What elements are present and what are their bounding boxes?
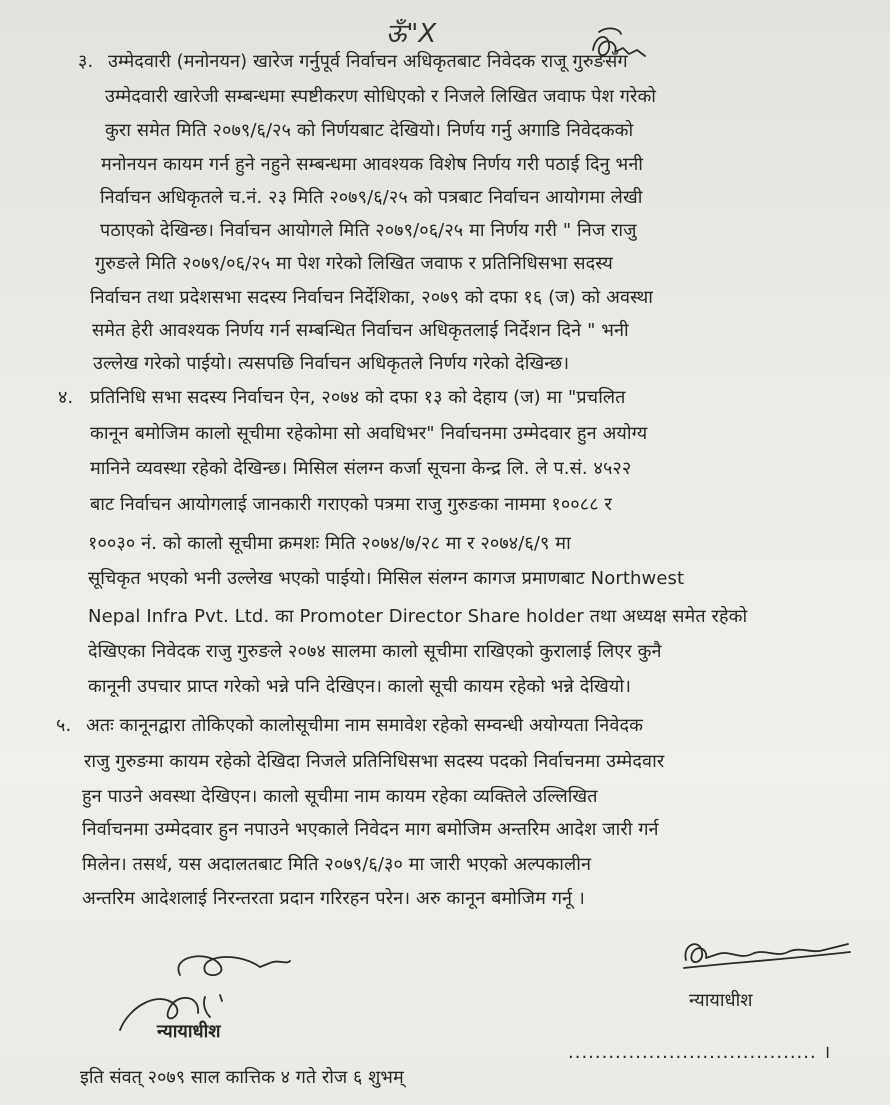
section-3-line-5: निर्वाचन अधिकृतले च.नं. २३ मिति २०७९/६/२५ को पत्रबाट निर्वाचन आयोगमा लेखी — [100, 187, 643, 208]
section-3-line-2: उम्मेदवारी खारेजी सम्बन्धमा स्पष्टीकरण सोधिएको र निजले लिखित जवाफ पेश गरेको — [105, 86, 657, 107]
right-judge-caption: न्यायाधीश — [689, 990, 753, 1011]
section-4-line-5: १००३० नं. को कालो सूचीमा क्रमशः मिति २०७४/७/२८ मा र २०७४/६/९ मा — [88, 533, 571, 554]
section-3-line-4: मनोनयन कायम गर्न हुने नहुने सम्बन्धमा आवश्यक विशेष निर्णय गरी पठाई दिनु भनी — [101, 154, 644, 175]
section-5-line-3: हुन पाउने अवस्था देखिएन। कालो सूचीमा नाम कायम रहेका व्यक्तिले उल्लिखित — [82, 786, 598, 807]
section-3-line-10: उल्लेख गरेको पाईयो। त्यसपछि निर्वाचन अधिकृतले निर्णय गरेको देखिन्छ। — [93, 353, 570, 374]
section-4-line-2: कानून बमोजिम कालो सूचीमा रहेकोमा सो अवधिभर" निर्वाचनमा उम्मेदवार हुन अयोग्य — [90, 423, 648, 444]
top-initials: ऊँ"X — [386, 19, 437, 49]
section-3-line-6: पठाएको देखिन्छ। निर्वाचन आयोगले मिति २०७९/०६/२५ मा निर्णय गरी " निज राजु — [100, 220, 637, 241]
section-5-line-4: निर्वाचनमा उम्मेदवार हुन नपाउने भएकाले निवेदन माग बमोजिम अन्तरिम आदेश जारी गर्न — [82, 819, 659, 840]
section-5-line-5: मिलेन। तसर्थ, यस अदालतबाट मिति २०७९/६/३० मा जारी भएको अल्पकालीन — [82, 854, 592, 875]
section-4-line-1: प्रतिनिधि सभा सदस्य निर्वाचन ऐन, २०७४ को दफा १३ को देहाय (ज) मा "प्रचलित — [90, 387, 626, 408]
right-signature — [678, 930, 858, 980]
section-5-line-1: अतः कानूनद्वारा तोकिएको कालोसूचीमा नाम समावेश रहेको सम्वन्धी अयोग्यता निवेदक — [86, 715, 644, 736]
left-judge-caption: न्यायाधीश — [157, 1021, 221, 1042]
footer-date-line: इति संवत् २०७९ साल कात्तिक ४ गते रोज ६ शुभम् — [80, 1067, 404, 1088]
section-4-line-8: देखिएका निवेदक राजु गुरुङले २०७४ सालमा कालो सूचीमा राखिएको कुरालाई लिएर कुनै — [88, 641, 662, 662]
section-5-line-6: अन्तरिम आदेशलाई निरन्तरता प्रदान गरिरहन परेन। अरु कानून बमोजिम गर्नू । — [82, 888, 585, 909]
section-3-line-8: निर्वाचन तथा प्रदेशसभा सदस्य निर्वाचन निर्देशिका, २०७९ को दफा १६ (ज) को अवस्था — [90, 287, 654, 308]
section-3-number: ३. — [78, 51, 94, 72]
section-4-line-4: बाट निर्वाचन आयोगलाई जानकारी गराएको पत्रमा राजु गुरुङका नाममा १००८८ र — [90, 494, 612, 515]
section-3-line-3: कुरा समेत मिति २०७९/६/२५ को निर्णयबाट देखियो। निर्णय गर्नु अगाडि निवेदकको — [105, 120, 634, 141]
section-4-line-7: Nepal Infra Pvt. Ltd. का Promoter Director Share holder तथा अध्यक्ष समेत रहेको — [88, 606, 748, 627]
section-3-line-1: उम्मेदवारी (मनोनयन) खारेज गर्नुपूर्व निर्वाचन अधिकृतबाट निवेदक राजू गुरुङसँग — [108, 51, 628, 72]
section-5-number: ५. — [56, 715, 72, 736]
section-3-line-9: समेत हेरी आवश्यक निर्णय गर्न सम्बन्धित निर्वाचन अधिकृतलाई निर्देशन दिने " भनी — [92, 320, 629, 341]
section-4-line-9: कानूनी उपचार प्राप्त गरेको भन्ने पनि देखिएन। कालो सूची कायम रहेको भन्ने देखियो। — [88, 676, 632, 697]
section-5-line-2: राजु गुरुङमा कायम रहेको देखिदा निजले प्रतिनिधिसभा सदस्य पदको निर्वाचनमा उम्मेदवार — [84, 751, 665, 772]
section-4-number: ४. — [58, 387, 74, 408]
footer-signature-dots: ..................................... । — [568, 1042, 832, 1063]
section-4-line-3: मानिने व्यवस्था रहेको देखिन्छ। मिसिल संलग्न कर्जा सूचना केन्द्र लि. ले प.सं. ४५२२ — [90, 458, 632, 479]
section-4-line-6: सूचिकृत भएको भनी उल्लेख भएको पाईयो। मिसिल संलग्न कागज प्रमाणबाट Northwest — [88, 568, 685, 589]
section-3-line-7: गुरुङले मिति २०७९/०६/२५ मा पेश गरेको लिखित जवाफ र प्रतिनिधिसभा सदस्य — [95, 253, 613, 274]
